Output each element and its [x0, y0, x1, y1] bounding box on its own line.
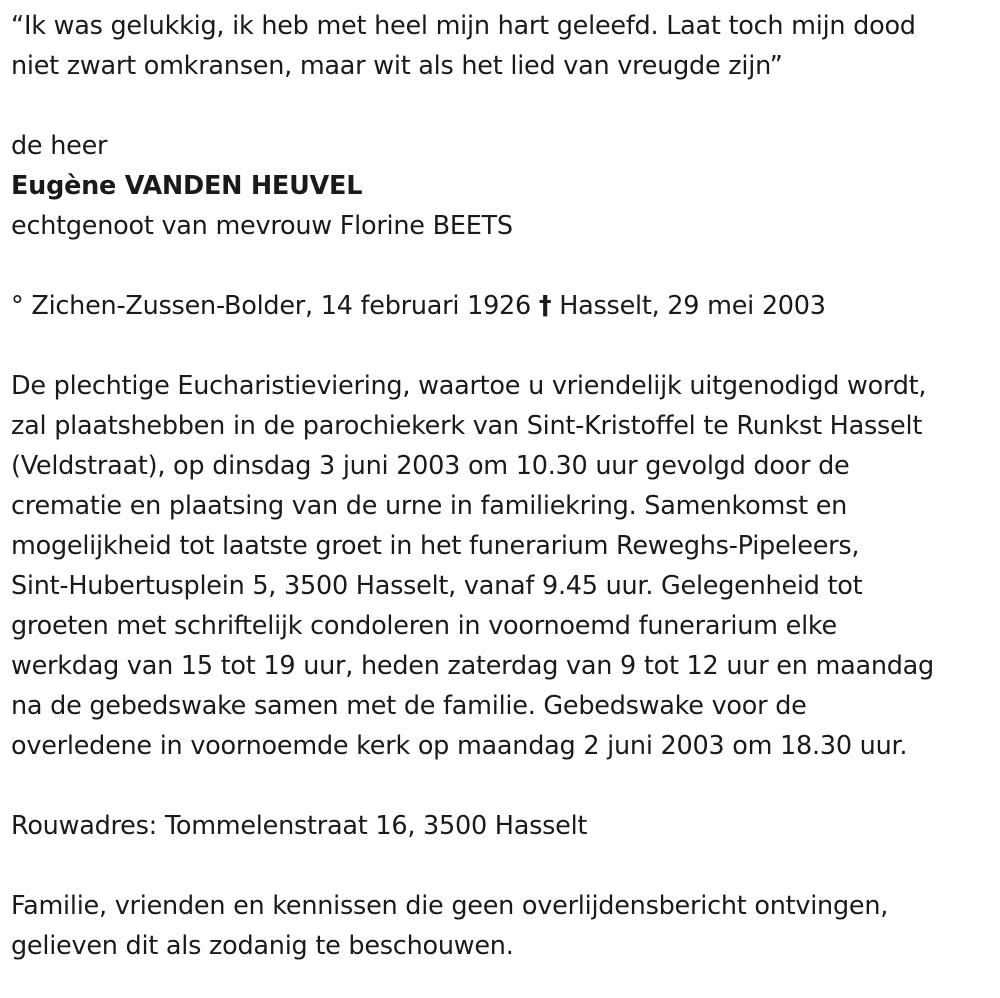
ceremony-line: na de gebedswake samen met de familie. Gebedswake voor de — [11, 691, 807, 721]
deceased-name: Eugène VANDEN HEUVEL — [11, 171, 363, 201]
spacer — [11, 766, 996, 806]
ceremony-line: Sint-Hubertusplein 5, 3500 Hasselt, vanaf 9.45 uur. Gelegenheid tot — [11, 571, 863, 601]
mourning-address — [11, 806, 996, 846]
ceremony-line: werkdag van 15 tot 19 uur, heden zaterdag van 9 tot 12 uur en maandag — [11, 651, 934, 681]
closing-line-1: Familie, vrienden en kennissen die geen overlijdensbericht ontvingen, — [11, 891, 889, 921]
ceremony-line: crematie en plaatsing van de urne in familiekring. Samenkomst en — [11, 491, 848, 521]
spacer — [11, 326, 996, 366]
quote-line-1: “Ik was gelukkig, ik heb met heel mijn hart geleefd. Laat toch mijn dood — [11, 11, 916, 41]
obituary-notice — [11, 6, 996, 966]
address-line: Rouwadres: Tommelenstraat 16, 3500 Hasselt — [11, 811, 588, 841]
ceremony-line: mogelijkheid tot laatste groet in het funerarium Reweghs-Pipeleers, — [11, 531, 860, 561]
cross-icon: † — [538, 291, 552, 321]
quote — [11, 6, 996, 86]
dates-line — [11, 286, 996, 326]
deceased-title: de heer — [11, 131, 108, 161]
spacer — [11, 846, 996, 886]
birth-info: ° Zichen-Zussen-Bolder, 14 februari 1926 — [11, 291, 531, 321]
ceremony-line: zal plaatshebben in de parochiekerk van Sint-Kristoffel te Runkst Hasselt — [11, 411, 923, 441]
quote-line-2: niet zwart omkransen, maar wit als het lied van vreugde zijn” — [11, 51, 783, 81]
ceremony-line: overledene in voornoemde kerk op maandag 2 juni 2003 om 18.30 uur. — [11, 731, 908, 761]
deceased-info — [11, 126, 996, 246]
spacer — [11, 246, 996, 286]
spouse-line: echtgenoot van mevrouw Florine BEETS — [11, 211, 513, 241]
ceremony-line: groeten met schriftelijk condoleren in voornoemd funerarium elke — [11, 611, 837, 641]
ceremony-line: (Veldstraat), op dinsdag 3 juni 2003 om 10.30 uur gevolgd door de — [11, 451, 850, 481]
ceremony-text — [11, 366, 996, 766]
closing-line-2: gelieven dit als zodanig te beschouwen. — [11, 931, 514, 961]
spacer — [11, 86, 996, 126]
death-info: Hasselt, 29 mei 2003 — [559, 291, 826, 321]
closing-text — [11, 886, 996, 966]
ceremony-line: De plechtige Eucharistieviering, waartoe u vriendelijk uitgenodigd wordt, — [11, 371, 927, 401]
